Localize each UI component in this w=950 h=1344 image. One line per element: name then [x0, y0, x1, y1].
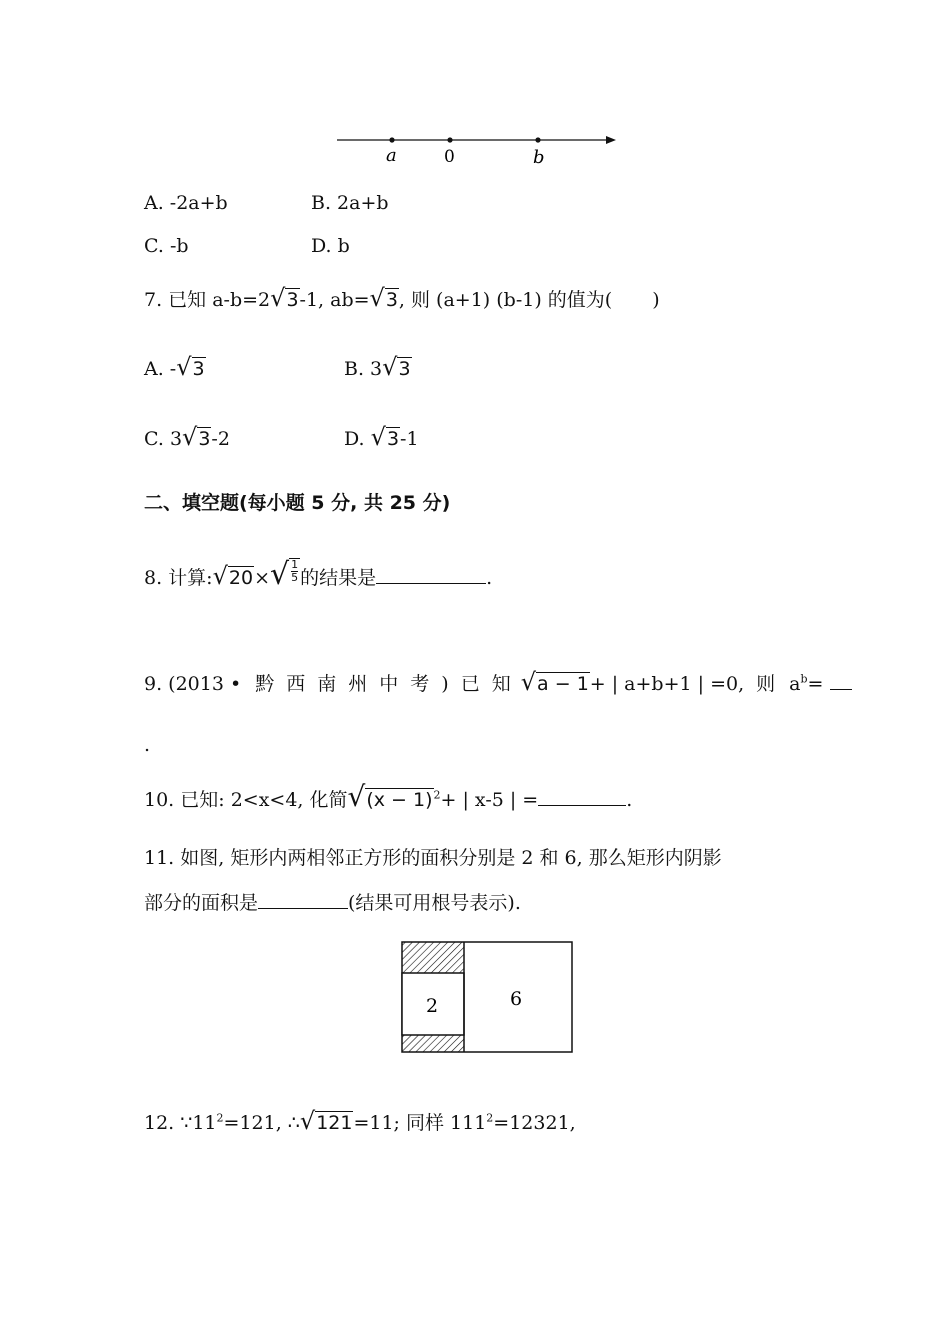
- q7-option-b: B. 3√3: [344, 353, 411, 381]
- point-0: [447, 137, 452, 142]
- label-a: a: [386, 145, 397, 166]
- sqrt-icon: √: [212, 562, 228, 590]
- q7-prefix: 7. 已知 a-b=2: [144, 289, 271, 311]
- answer-blank[interactable]: [258, 890, 348, 909]
- point-b: [535, 137, 540, 142]
- q7-suffix: ): [652, 289, 660, 311]
- q8-frac-num: 1: [291, 558, 299, 571]
- q6-option-c: C. -b: [144, 235, 189, 257]
- answer-blank[interactable]: [830, 671, 852, 690]
- sqrt-icon: √: [182, 423, 198, 451]
- sqrt-icon: √: [382, 353, 398, 381]
- sqrt-icon: √: [369, 284, 385, 312]
- shaded-region-bottom: [402, 1035, 464, 1052]
- number-line: [320, 125, 630, 175]
- answer-blank[interactable]: [538, 787, 626, 806]
- sqrt-icon: √: [176, 353, 192, 381]
- point-a: [389, 137, 394, 142]
- q7-question: [144, 286, 660, 312]
- q7-option-d: D. √3-1: [344, 423, 419, 451]
- sqrt-icon: √: [270, 284, 286, 312]
- rectangle-figure: [400, 940, 576, 1056]
- q6-option-b: B. 2a+b: [311, 192, 389, 214]
- q11-line1: 11. 如图, 矩形内两相邻正方形的面积分别是 2 和 6, 那么矩形内阴影: [144, 847, 722, 869]
- q9-end: .: [144, 734, 151, 756]
- q9-question: 9. (2013 • 黔 西 南 州 中 考 ) 已 知 √a − 1+ | a+b+1 | =0, 则 $a^b=$: [144, 670, 852, 696]
- small-square-label: 2: [426, 995, 439, 1017]
- sqrt-icon: √: [347, 780, 366, 813]
- shaded-region-top: [402, 942, 464, 973]
- q8-question: 8. 计算:√20×√ $\frac{1}{5}$ 的结果是 .: [144, 557, 493, 592]
- q10-question: 10. 已知: 2<x<4, 化简$√(x - 1)^2+$ | x-5 | = .: [144, 780, 633, 813]
- sqrt-icon: √: [299, 1107, 316, 1135]
- label-0: 0: [444, 147, 455, 167]
- answer-blank[interactable]: [376, 565, 486, 584]
- q6-option-d: D. b: [311, 235, 350, 257]
- q7-mid2: , 则 (a+1) (b-1) 的值为(: [398, 289, 613, 311]
- sqrt-icon: √: [520, 668, 537, 696]
- q7-mid1: -1, ab=: [299, 289, 370, 311]
- sqrt-icon: √: [370, 423, 386, 451]
- q7-rad1: 3: [286, 289, 299, 311]
- section-title: 二、填空题(每小题 5 分, 共 25 分): [144, 492, 451, 514]
- q7-option-c: C. 3√3-2: [144, 423, 230, 451]
- q7-rad2: 3: [385, 289, 398, 311]
- label-b: b: [533, 147, 545, 168]
- q12-question: 12. $\because 11^2=121$, ∴√121=11; 同样 $111^2=12321$,: [144, 1107, 576, 1135]
- q11-line2: 部分的面积是 (结果可用根号表示).: [144, 892, 521, 914]
- q8-frac-den: 5: [291, 571, 299, 584]
- q6-option-a: A. -2a+b: [144, 192, 228, 214]
- q9-char: 黔: [255, 673, 275, 695]
- large-square-label: 6: [510, 988, 523, 1010]
- q7-option-a: A. -√3: [144, 353, 205, 381]
- sqrt-icon: √: [269, 557, 290, 592]
